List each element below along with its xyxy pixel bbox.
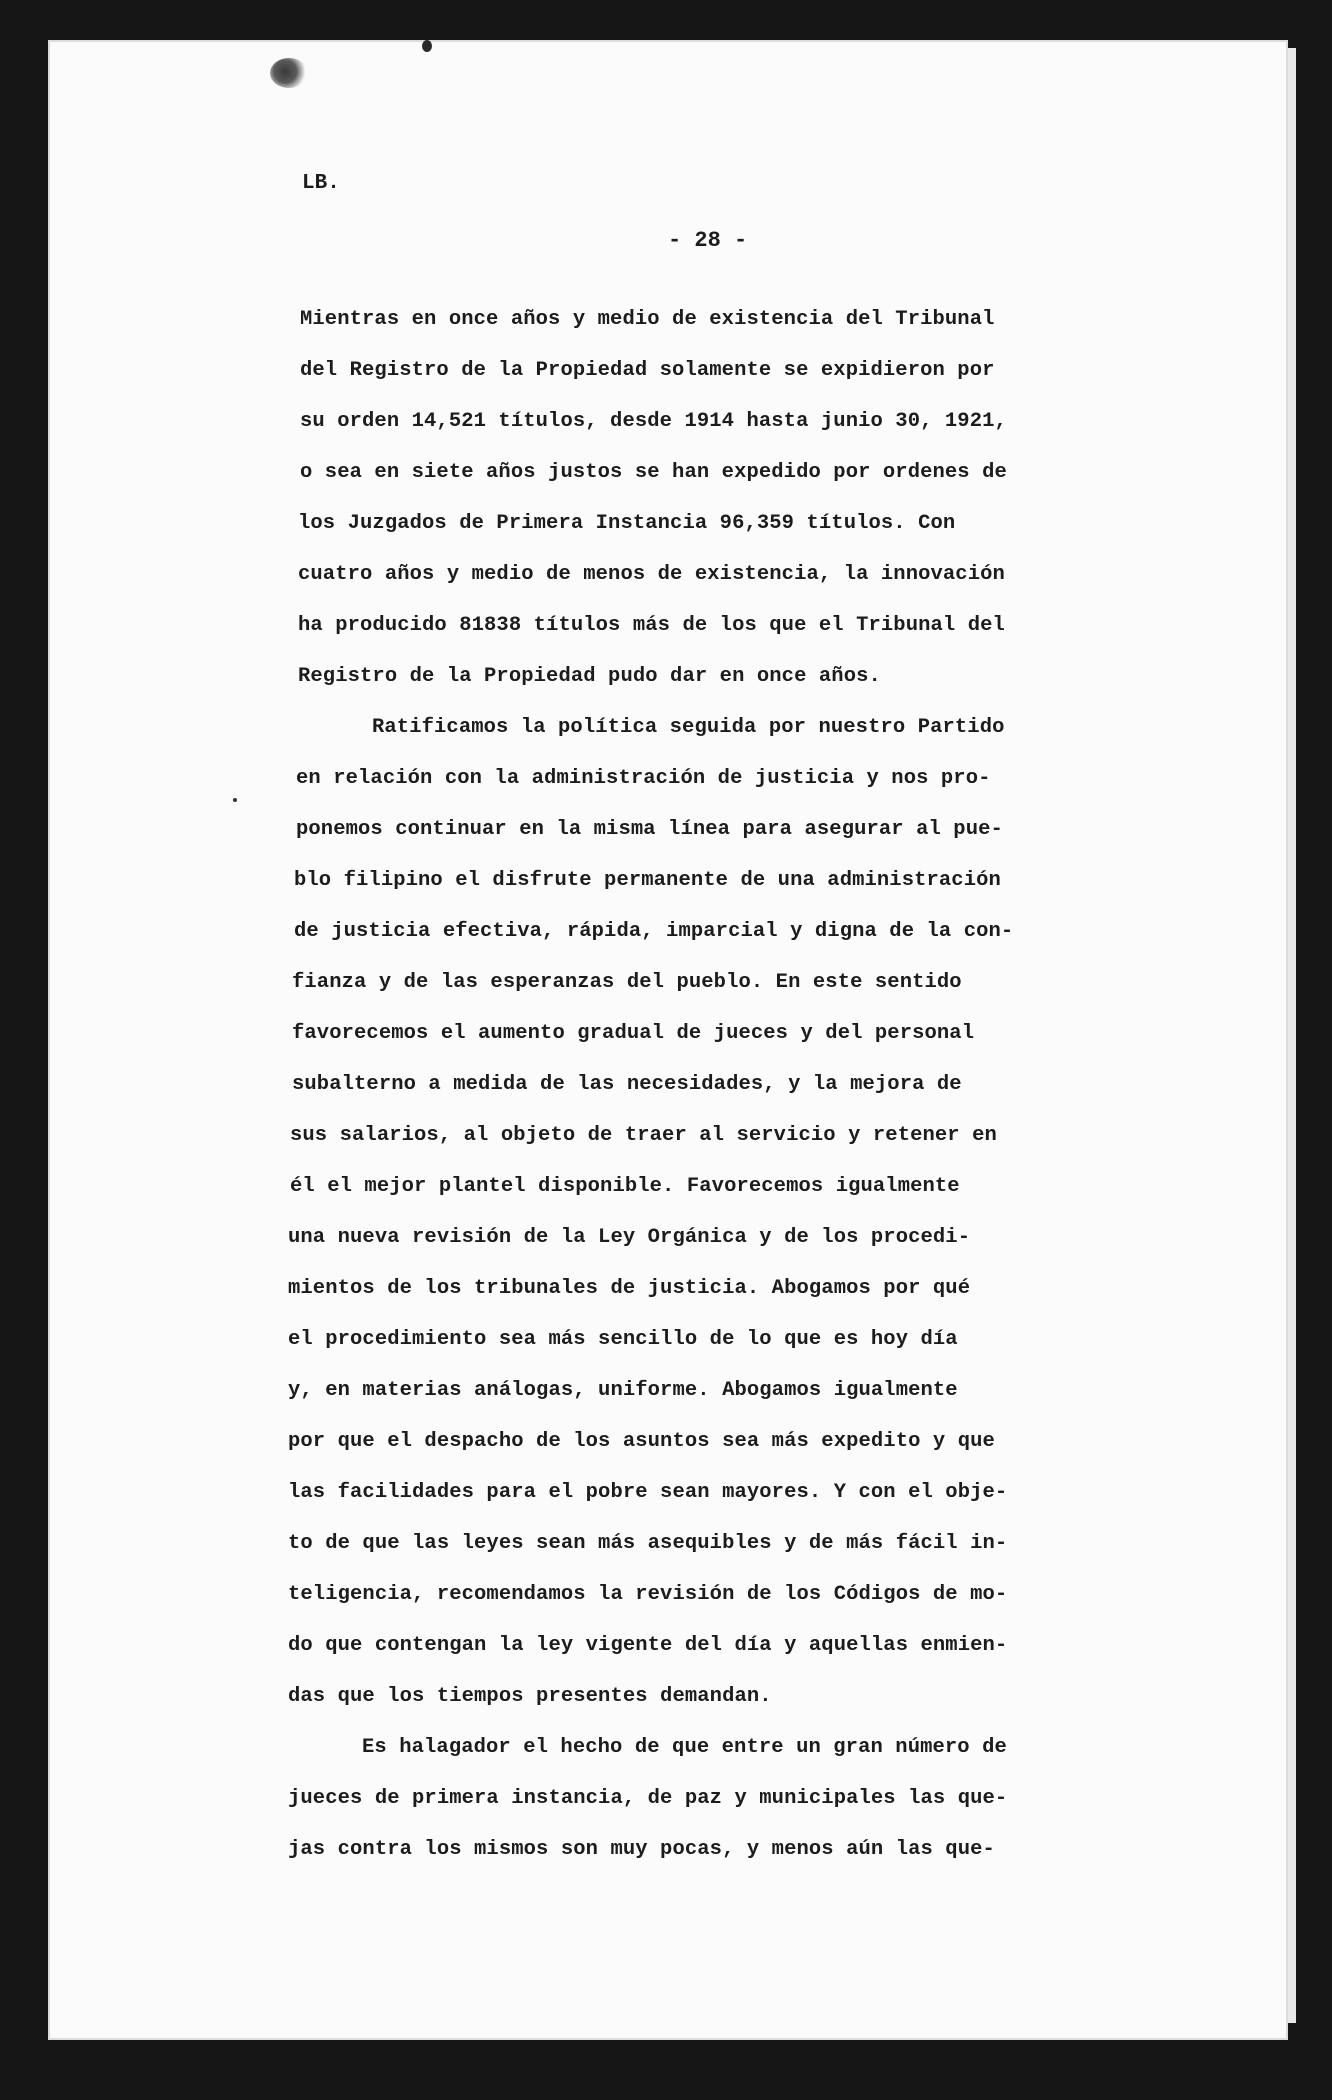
- text-line: to de que las leyes sean más asequibles y de más fácil in-: [288, 1532, 1008, 1555]
- text-line: cuatro años y medio de menos de existencia, la innovación: [298, 563, 1005, 586]
- text-line: fianza y de las esperanzas del pueblo. En este sentido: [292, 971, 962, 994]
- text-line: los Juzgados de Primera Instancia 96,359 títulos. Con: [298, 512, 956, 535]
- text-line: su orden 14,521 títulos, desde 1914 hasta junio 30, 1921,: [300, 410, 1007, 433]
- page-number: - 28 -: [668, 228, 748, 253]
- text-line: subalterno a medida de las necesidades, y la mejora de: [292, 1073, 962, 1096]
- text-line: o sea en siete años justos se han expedido por ordenes de: [300, 461, 1007, 484]
- text-line: del Registro de la Propiedad solamente se expidieron por: [300, 359, 995, 382]
- text-line: jueces de primera instancia, de paz y municipales las que-: [288, 1787, 1008, 1810]
- margin-mark: [233, 798, 237, 802]
- text-line: una nueva revisión de la Ley Orgánica y de los procedi-: [288, 1226, 971, 1249]
- ink-spot: [422, 40, 432, 52]
- text-line: en relación con la administración de justicia y nos pro-: [296, 767, 991, 790]
- text-line: blo filipino el disfrute permanente de una administración: [294, 869, 1001, 892]
- ink-smudge: [270, 58, 308, 88]
- text-line: ha producido 81838 títulos más de los que el Tribunal del: [298, 614, 1005, 637]
- text-line: el procedimiento sea más sencillo de lo que es hoy día: [288, 1328, 958, 1351]
- text-line: Ratificamos la política seguida por nuestro Partido: [372, 716, 1005, 739]
- text-line: mientos de los tribunales de justicia. Abogamos por qué: [288, 1277, 971, 1300]
- text-line: él el mejor plantel disponible. Favorecemos igualmente: [290, 1175, 960, 1198]
- text-line: das que los tiempos presentes demandan.: [288, 1685, 772, 1708]
- text-line: sus salarios, al objeto de traer al servicio y retener en: [290, 1124, 997, 1147]
- text-line: Registro de la Propiedad pudo dar en once años.: [298, 665, 881, 688]
- text-line: jas contra los mismos son muy pocas, y menos aún las que-: [288, 1838, 995, 1861]
- text-line: por que el despacho de los asuntos sea más expedito y que: [288, 1430, 995, 1453]
- text-line: teligencia, recomendamos la revisión de los Códigos de mo-: [288, 1583, 1008, 1606]
- text-line: ponemos continuar en la misma línea para asegurar al pue-: [296, 818, 1003, 841]
- text-line: Mientras en once años y medio de existencia del Tribunal: [300, 308, 995, 331]
- text-line: las facilidades para el pobre sean mayores. Y con el obje-: [288, 1481, 1008, 1504]
- text-line: y, en materias análogas, uniforme. Abogamos igualmente: [288, 1379, 958, 1402]
- text-line: favorecemos el aumento gradual de jueces y del personal: [292, 1022, 975, 1045]
- typist-initials: LB.: [302, 172, 340, 195]
- text-line: Es halagador el hecho de que entre un gran número de: [362, 1736, 1007, 1759]
- text-line: do que contengan la ley vigente del día y aquellas enmien-: [288, 1634, 1008, 1657]
- text-line: de justicia efectiva, rápida, imparcial y digna de la con-: [294, 920, 1014, 943]
